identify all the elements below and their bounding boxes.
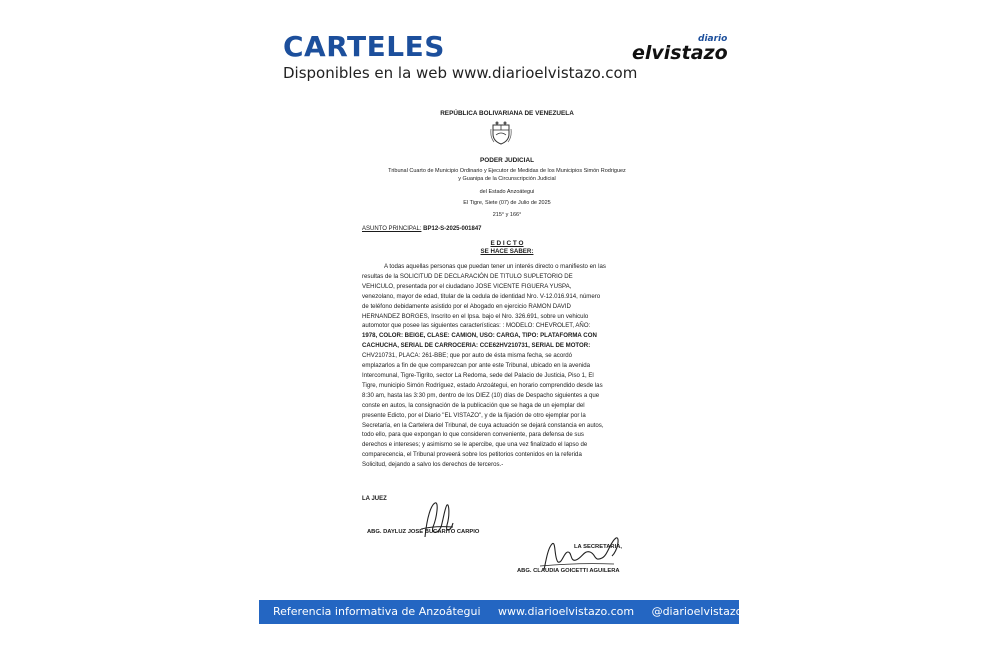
body-line: de teléfono debidamente asistido por el Abogado en ejercicio RAMON DAVID	[362, 302, 571, 310]
judge-label: LA JUEZ	[362, 496, 387, 502]
matter-number: BP12-S-2025-001847	[423, 226, 482, 232]
page-subtitle: Disponibles en la web www.diarioelvistazo.com	[283, 64, 638, 82]
body-line: conste en autos, la consignación de la publicación que se haga de un ejemplar del	[362, 401, 585, 409]
secretary-label: LA SECRETARIA,	[574, 544, 622, 550]
edict-subtitle: SE HACE SABER:	[480, 248, 534, 255]
footer-text	[273, 605, 756, 618]
body-line: A todas aquellas personas que puedan tener un interés directo o manifiesto en las	[384, 263, 606, 270]
edict-document	[362, 92, 652, 592]
body-line: 1978, COLOR: BEIGE, CLASE: CAMION, USO: CARGA, TIPO: PLATAFORMA CON	[362, 332, 597, 340]
footer-tagline: Referencia informativa de Anzoátegui	[273, 605, 481, 618]
edict-body	[362, 262, 652, 470]
body-line: comparecencia, el Tribunal proveerá sobre los petitorios contenidos en la referida	[362, 451, 582, 459]
body-line: HERNANDEZ BORGES, Inscrito en el Ipsa. bajo el Nro. 326.691, sobre un vehiculo	[362, 312, 589, 320]
body-line: VEHICULO, presentada por el ciudadano JOSE VICENTE FIGUERA YUSPA,	[362, 282, 572, 290]
body-line: emplazarlos a fin de que comparezcan por ante este Tribunal, ubicado en la avenida	[362, 362, 590, 370]
judge-signature	[417, 497, 457, 542]
body-line: derechos e intereses; y asimismo se le apercibe, que una vez finalizado el lapso de	[362, 441, 588, 449]
footer-social-handle[interactable]: @diarioelvistazo	[651, 605, 743, 618]
body-line: CHV210731, PLACA: 261-BBE; que por auto de ésta misma fecha, se acordó	[362, 352, 573, 360]
body-line: Intercomunal, Tigre-Tigrito, sector La Redoma, sede del Palacio de Justicia, Piso 1, El	[362, 371, 594, 379]
body-line: venezolano, mayor de edad, titular de la cedula de identidad Nro. V-12.016.914, número	[362, 292, 601, 300]
footer-website-link[interactable]: www.diarioelvistazo.com	[498, 605, 635, 618]
body-line: 8:30 am, hasta las 3:30 pm, dentro de los DIEZ (10) días de Despacho siguientes a que	[362, 391, 600, 399]
page-title: CARTELES	[283, 30, 445, 63]
body-line: Secretaría, en la Cartelera del Tribunal, de cuya actuación se dejará constancia en autos,	[362, 421, 604, 429]
body-line: CACHUCHA, SERIAL DE CARROCERIA: CCE62HV210731, SERIAL DE MOTOR:	[362, 342, 591, 350]
brand-logo-main: elvistazo	[632, 42, 728, 64]
court-line-3: del Estado Anzoátegui	[479, 189, 535, 195]
body-line: Solicitud, dejando a salvo los derechos de terceros.-	[362, 461, 504, 469]
body-line: presente Edicto, por el Diario "EL VISTAZO", y de la fijación de otro ejemplar por la	[362, 411, 586, 419]
body-line: resultas de la SOLICITUD DE DECLARACIÓN DE TITULO SUPLETORIO DE	[362, 272, 573, 280]
matter-label: ASUNTO PRINCIPAL:	[362, 226, 422, 232]
secretary-name: ABG. CLAUDIA GOICETTI AGUILERA	[517, 568, 620, 574]
judge-name: ABG. DAYLUZ JOSE BUCARITO CARPIO	[367, 529, 480, 535]
body-line: todo ello, para que expongan lo que consideren conveniente, para defensa de sus	[362, 431, 584, 439]
edict-title: E D I C T O	[490, 240, 524, 247]
brand-logo-small: diario	[698, 34, 728, 44]
republic-heading: REPÚBLICA BOLIVARIANA DE VENEZUELA	[440, 110, 574, 117]
matter-line	[362, 226, 652, 232]
judicial-power-heading: PODER JUDICIAL	[480, 157, 534, 164]
body-line: automotor que posee las siguientes características: : MODELO: CHEVROLET, AÑO:	[362, 322, 591, 330]
body-line: Tigre, municipio Simón Rodríguez, estado Anzoátegui, en horario comprendido desde las	[362, 381, 603, 389]
document-years: 215° y 166°	[492, 212, 522, 218]
brand-logo	[632, 34, 728, 70]
coat-of-arms-icon	[490, 121, 512, 145]
court-line-1: Tribunal Cuarto de Municipio Ordinario y Ejecutor de Medidas de los Municipios Simón Rodriguez	[388, 168, 626, 174]
court-line-2: y Guanipa de la Circunscripción Judicial	[458, 176, 556, 182]
footer-banner	[259, 600, 743, 624]
document-date: El Tigre, Siete (07) de Julio de 2025	[463, 200, 551, 206]
